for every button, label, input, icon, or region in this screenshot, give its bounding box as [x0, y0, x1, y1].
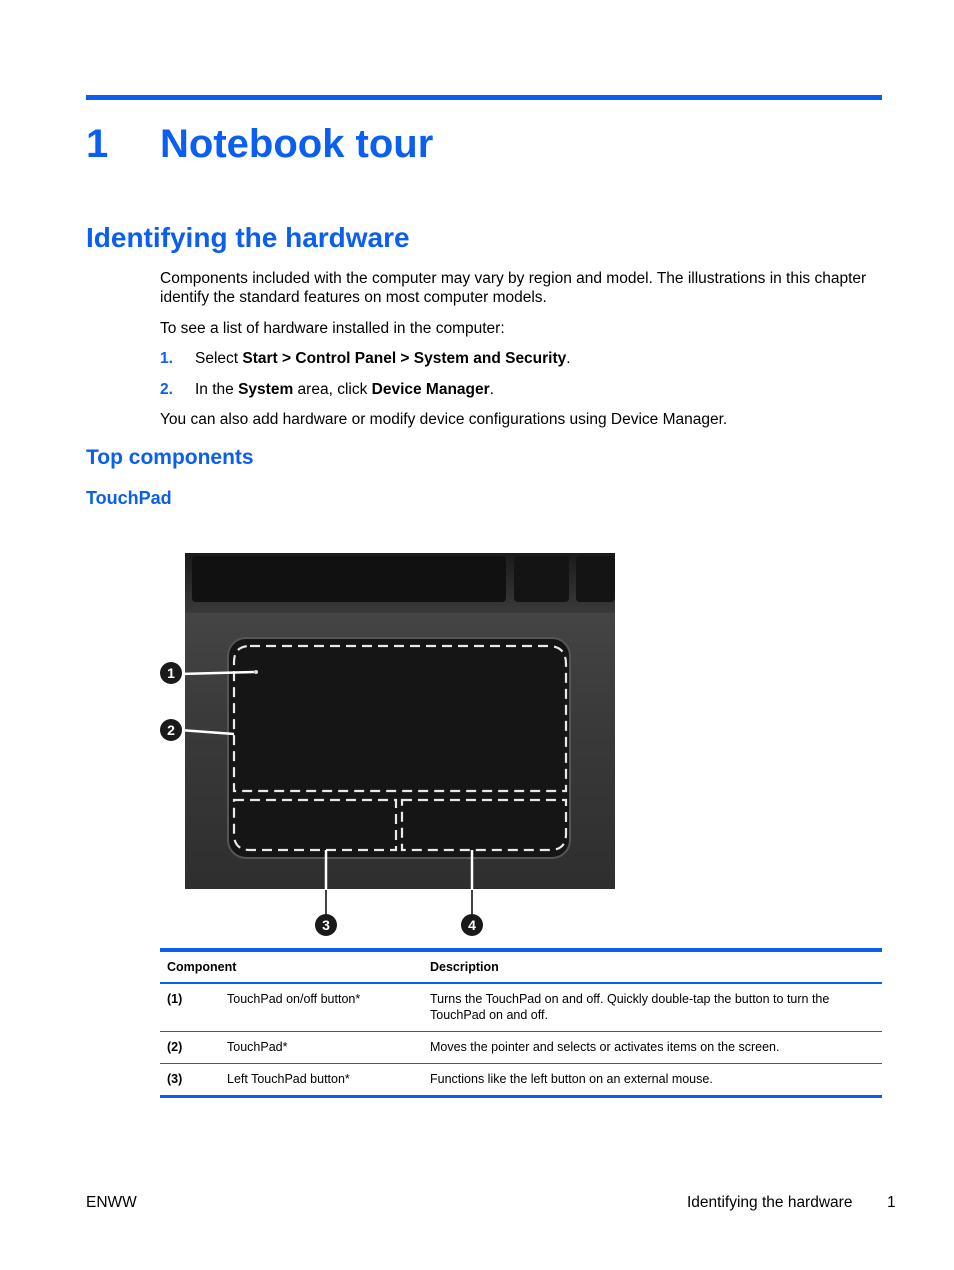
- step-text: In the: [195, 381, 239, 398]
- list-intro: To see a list of hardware installed in the computer:: [160, 320, 505, 337]
- header-component: Component: [167, 960, 237, 974]
- row-desc: Functions like the left button on an external mouse.: [430, 1072, 713, 1086]
- step-text: .: [489, 381, 494, 398]
- step-text: area, click: [293, 381, 372, 398]
- touchpad-surface: [228, 638, 570, 858]
- row-name: Left TouchPad button*: [227, 1072, 350, 1086]
- outro-paragraph: You can also add hardware or modify device configurations using Device Manager.: [160, 411, 728, 428]
- table-row: [160, 984, 882, 1031]
- step-1: [160, 349, 571, 368]
- section-title: Identifying the hardware: [86, 222, 410, 253]
- chapter-heading: [86, 118, 433, 170]
- table-row: [160, 1063, 882, 1095]
- callout-2: [160, 719, 182, 741]
- spacebar-key: [192, 556, 506, 602]
- header-description: Description: [430, 960, 499, 974]
- page-number: 1: [887, 1194, 896, 1211]
- callout-label: 4: [468, 917, 476, 933]
- row-desc: Moves the pointer and selects or activates items on the screen.: [430, 1040, 780, 1054]
- table-header: [160, 952, 882, 984]
- step-text: Select: [195, 350, 243, 367]
- step-bold: Device Manager: [371, 381, 490, 398]
- step-number: 2.: [160, 381, 173, 398]
- callout-label: 1: [167, 665, 175, 681]
- row-desc: Turns the TouchPad on and off. Quickly double-tap the button to turn the TouchPad on and off.: [430, 992, 830, 1022]
- callout-4: [461, 914, 483, 936]
- key: [514, 556, 569, 602]
- components-table: [160, 948, 882, 1098]
- subsection-title: Top components: [86, 446, 254, 469]
- callout-3: [315, 914, 337, 936]
- chapter-title: Notebook tour: [160, 122, 434, 166]
- chapter-rule: [86, 95, 882, 100]
- chapter-number: 1: [86, 122, 109, 166]
- table-row: [160, 1031, 882, 1063]
- step-bold: Start > Control Panel > System and Security: [242, 350, 567, 367]
- footer-left: ENWW: [86, 1194, 137, 1211]
- footer-section: Identifying the hardware: [687, 1194, 853, 1211]
- row-id: (1): [167, 992, 183, 1006]
- touchpad-illustration: [150, 548, 630, 943]
- step-number: 1.: [160, 350, 173, 367]
- row-name: TouchPad*: [227, 1040, 288, 1054]
- row-name: TouchPad on/off button*: [227, 992, 361, 1006]
- touchpad-indicator: [254, 670, 258, 674]
- intro-paragraph: Components included with the computer may vary by region and model. The illustrations in this chapter identify the standard features on most computer models.: [160, 270, 867, 306]
- row-id: (3): [167, 1072, 183, 1086]
- key: [576, 556, 615, 602]
- subsubsection-title: TouchPad: [86, 488, 172, 508]
- step-bold: System: [238, 381, 294, 398]
- step-text: .: [566, 350, 571, 367]
- row-id: (2): [167, 1040, 183, 1054]
- callout-label: 2: [167, 722, 175, 738]
- callout-1: [160, 662, 182, 684]
- callout-label: 3: [322, 917, 330, 933]
- step-2: [160, 380, 494, 399]
